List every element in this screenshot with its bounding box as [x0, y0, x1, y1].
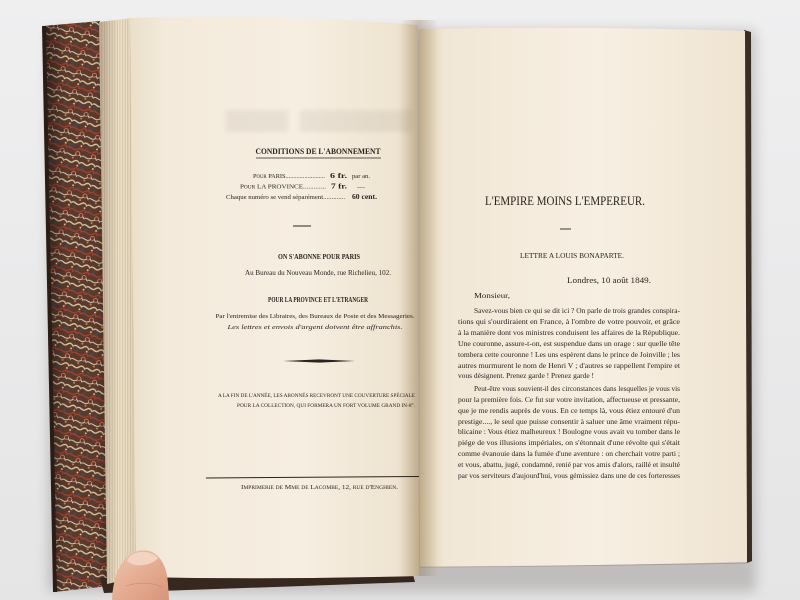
text-line: Peut-être vous souvient-il des circonstances dans lesquelles je vous vis [474, 385, 681, 393]
text-line: que je me rendis auprès de vous. En ce temps là, vous étiez entouré d'un [458, 407, 681, 415]
right-page [419, 28, 747, 567]
subscribe-paris-heading: ON S'ABONNE POUR PARIS [278, 253, 361, 261]
letter-title: L'EMPIRE MOINS L'EMPEREUR. [485, 194, 645, 208]
show-through [226, 110, 412, 132]
province-note: Les lettres et envois d'argent doivent être affranchis. [226, 324, 403, 331]
rate-row [253, 172, 370, 180]
text-line: piége de vos illusions impériales, on s'étonnait d'une révolte qui s'était [458, 439, 680, 447]
rate-unit: par an. [352, 173, 371, 180]
paragraph [458, 307, 681, 380]
text-line: à la manière dont vos ministres conduisent les affaires de la République. [458, 329, 681, 337]
text-line: par vos serviteurs d'aujourd'hui, vous gémissiez dans une de ces forteresses [458, 472, 681, 480]
province-heading: POUR LA PROVINCE ET L'ETRANGER [268, 296, 369, 304]
text-line: blicaine : Vous étiez malheureux ! Boulogne vous avait vu tomber dans le [458, 428, 680, 436]
letter-subtitle: LETTRE A LOUIS BONAPARTE. [520, 251, 625, 260]
gutter-shadow [400, 20, 438, 576]
text-line: pour la première fois. Ce fut sur votre invitation, affectueuse et pressante, [458, 396, 681, 404]
text-line: Savez-vous bien ce qui se dit ici ? On parle de trois grandes conspira- [474, 307, 681, 315]
rate-unit: — [355, 183, 367, 191]
conditions-title: CONDITIONS DE L'ABONNEMENT [255, 146, 381, 156]
subscribe-paris-address: Au Bureau du Nouveau Monde, rue Richelieu, 102. [245, 269, 392, 277]
text-line: prestige...., le seul que puisse consentir à saluer une âme vraiment répu- [458, 418, 681, 426]
rate-price: 60 cent. [352, 193, 378, 201]
rate-label: Pour PARIS......................... [253, 173, 326, 180]
province-text: Par l'entremise des Libraires, des Bureaux de Poste et des Messageries. [215, 313, 415, 320]
text-line: autres murmurent le nom de Henri V ; d'autres se rappellent l'empire et [458, 362, 680, 370]
text-line: tombera cette couronne ! Les uns espèrent dans le prince de Joinville ; les [458, 351, 681, 359]
text-line: et vous, abattu, jugé, condamné, renié par vos amis d'alors, raillé et insulté [458, 461, 680, 469]
text-line: tions qui s'ourdiraient en France, à l'ombre de votre pouvoir, et grâce [458, 318, 680, 326]
rate-label: Chaque numéro se vend séparément............. [226, 194, 346, 201]
collection-notice-line: POUR LA COLLECTION, QUI FORMERA UN FORT VOLUME GRAND IN-8°. [237, 403, 428, 409]
collection-notice-line: A LA FIN DE L'ANNÉE, LES ABONNÉS RECEVRONT UNE COUVERTURE SPÉCIALE [218, 393, 433, 399]
dateline: Londres, 10 août 1849. [567, 276, 651, 285]
rate-price: 7 fr. [331, 182, 348, 191]
text-line: Une couronne, assure-t-on, est suspendue dans un orage : sur quelle tête [458, 340, 680, 348]
paragraph [458, 385, 681, 480]
rate-price: 6 fr. [330, 172, 348, 180]
text-line: comme évanouie dans la fumée d'une aventure : on cherchait votre parti ; [458, 450, 680, 458]
text-line: vous désignent. Prenez garde ! Prenez garde ! [458, 372, 594, 380]
rate-row [226, 193, 377, 201]
imprint: Imprimerie de Mme de Lacombe, 12, rue d'Enghien. [241, 484, 399, 491]
salutation: Monsieur, [474, 291, 511, 300]
rate-label: Pour LA PROVINCE............. [240, 183, 327, 191]
